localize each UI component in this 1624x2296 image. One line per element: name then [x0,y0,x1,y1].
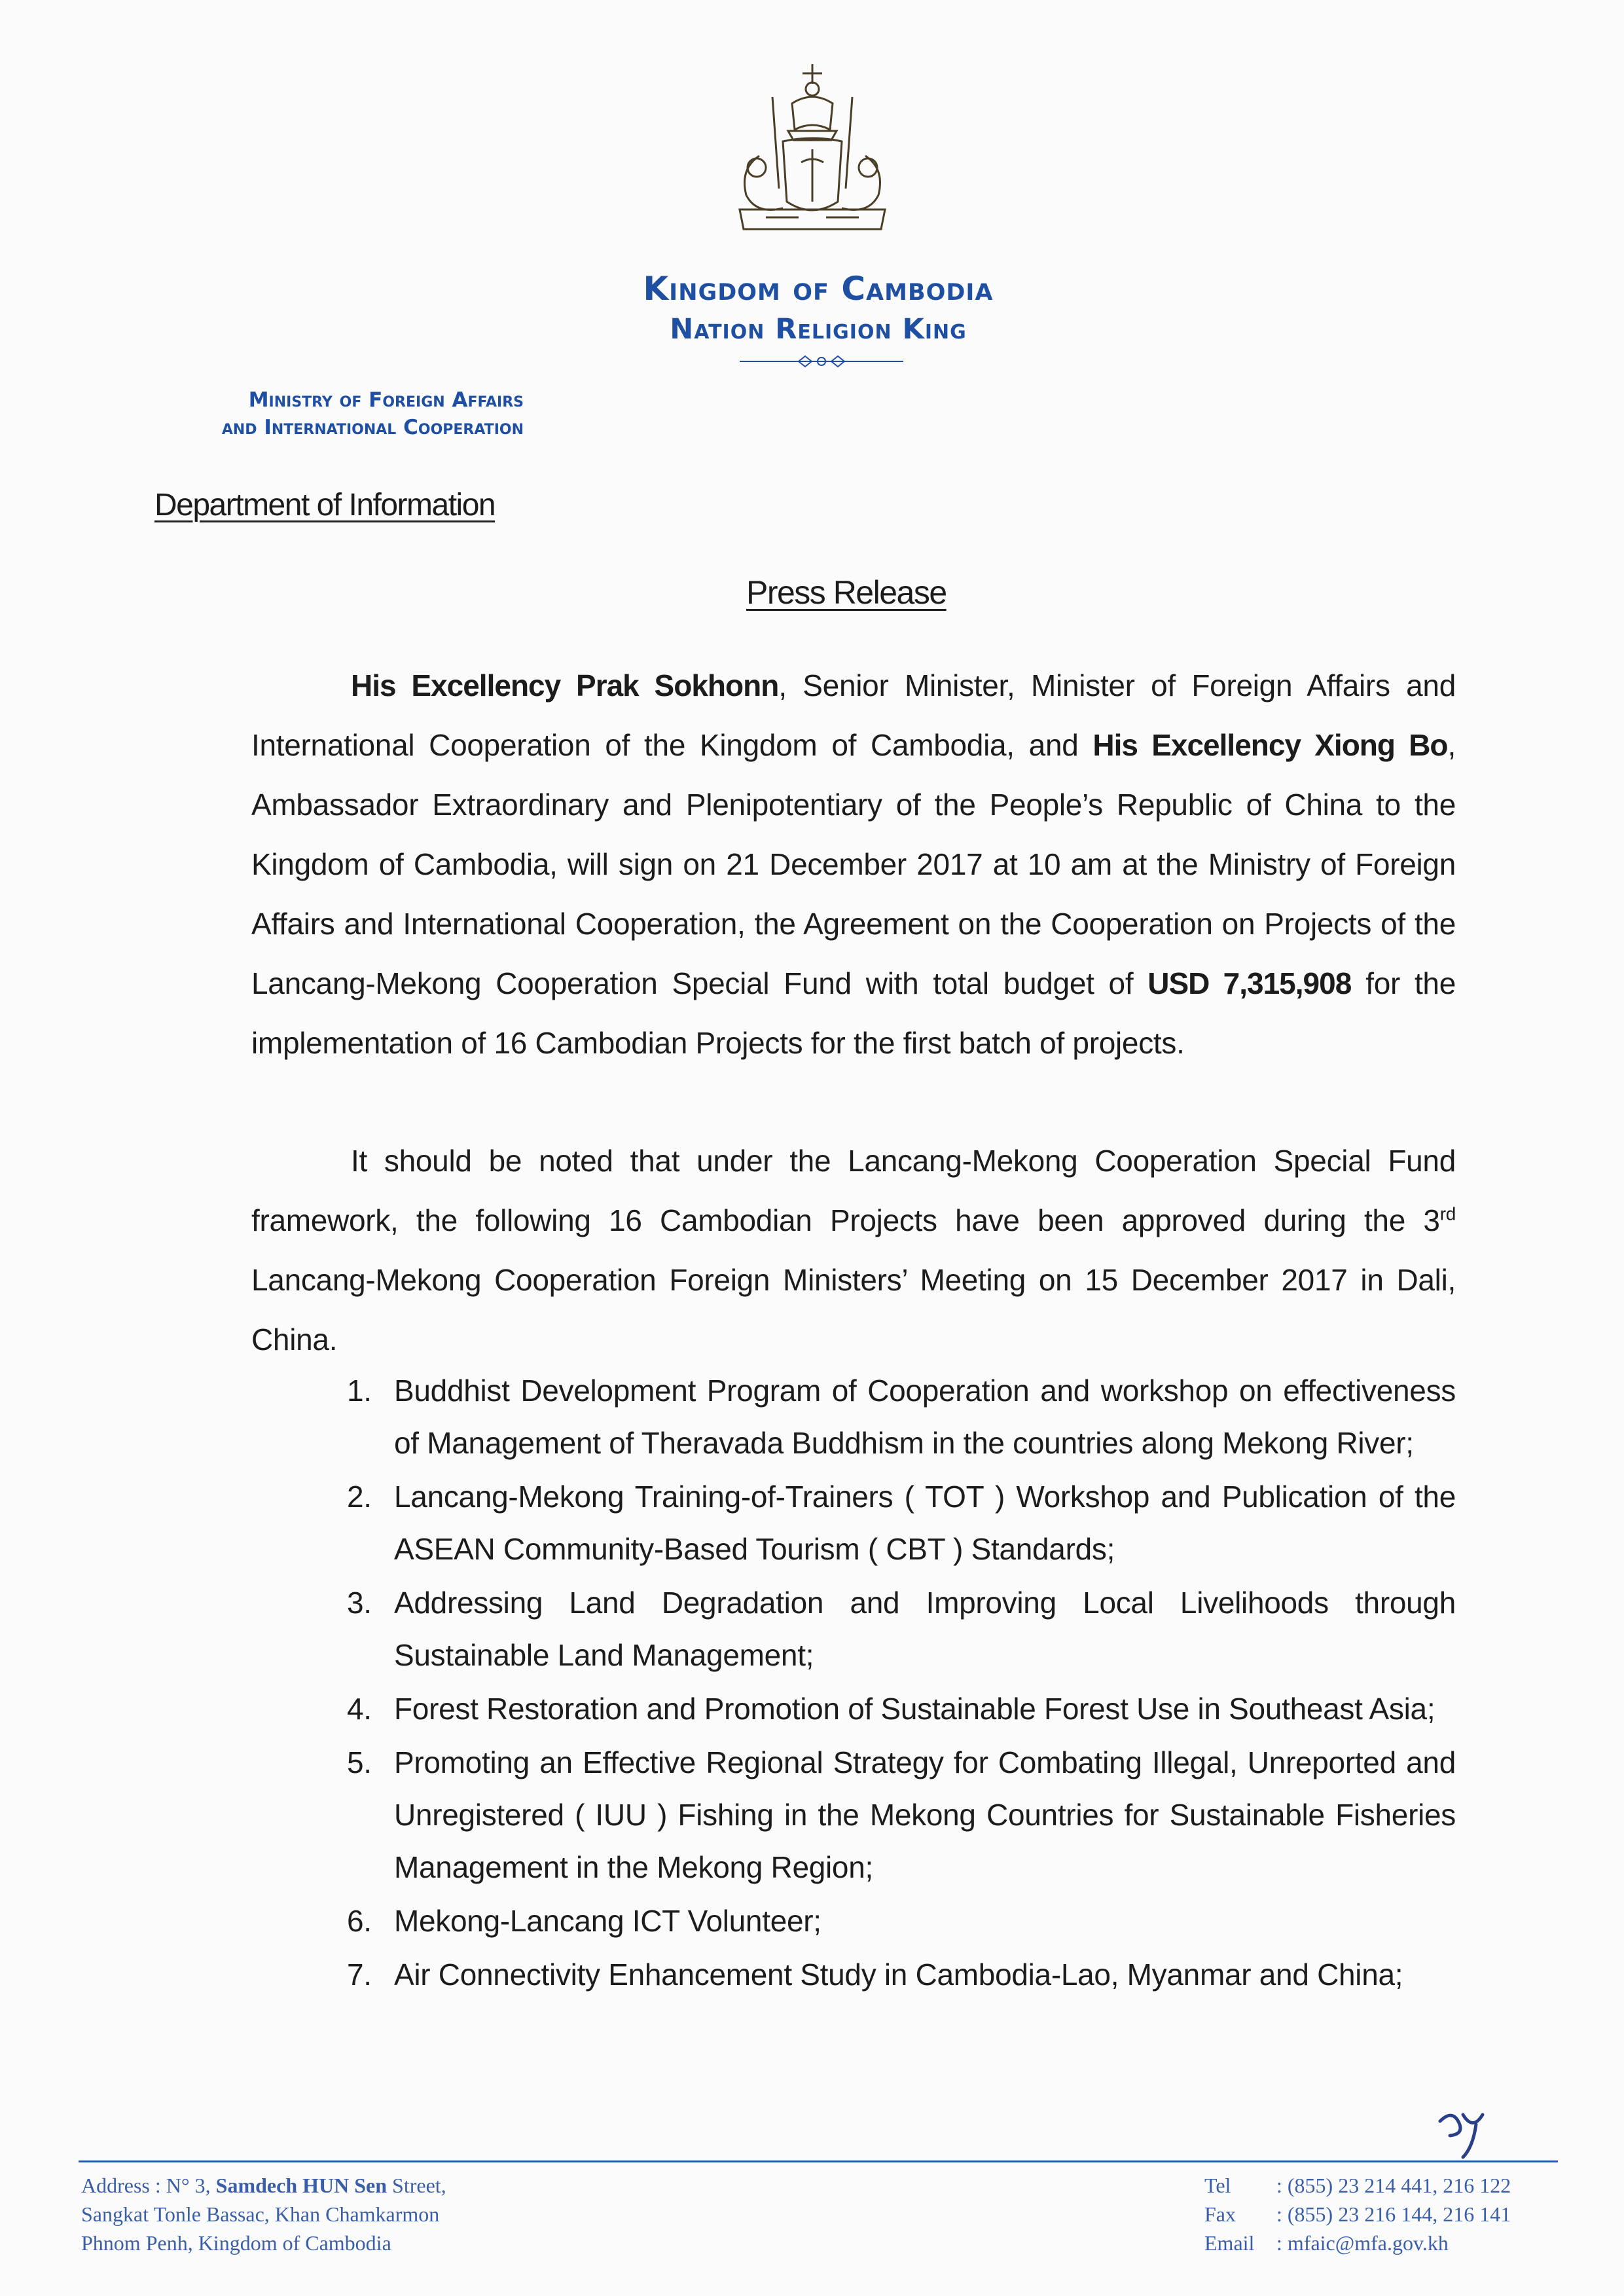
address-line-3: Phnom Penh, Kingdom of Cambodia [81,2231,391,2255]
contact-fax [1204,2200,1511,2229]
list-item [347,1364,1456,1469]
email-value: : mfaic@mfa.gov.kh [1276,2231,1449,2255]
address-line-1 [81,2171,446,2200]
list-item-number: 6. [347,1904,372,1938]
list-item [347,1683,1456,1735]
list-item [347,1948,1456,2001]
document-title: Press Release [746,574,947,611]
list-item [347,1736,1456,1893]
signature-initials-icon [1427,2095,1499,2167]
contact-tel [1204,2171,1511,2200]
list-item-text: Promoting an Effective Regional Strategy for Combating Illegal, Unreported and Unregistered ( IUU ) Fishing in the Mekong Countries for Sustainable Fisheries Management in the Mekong Region; [394,1745,1456,1884]
list-item [347,1895,1456,1947]
paragraph-2-text-1: It should be noted that under the Lancang-Mekong Cooperation Special Fund framework, the following 16 Cambodian Projects have been approved during the 3 [251,1144,1456,1237]
list-item-number: 3. [347,1586,372,1620]
dignitary-name-1: His Excellency Prak Sokhonn [351,668,779,702]
list-item-number: 7. [347,1958,372,1992]
ordinal-suffix: rd [1439,1203,1456,1224]
paragraph-2 [251,1131,1456,1370]
address-street-suffix: Street, [387,2174,446,2197]
footer-address [81,2171,446,2257]
list-item-text: Addressing Land Degradation and Improving Local Livelihoods through Sustainable Land Management; [394,1586,1456,1672]
projects-list [347,1364,1456,2002]
list-item-number: 4. [347,1692,372,1726]
royal-coat-of-arms-emblem [720,58,905,244]
paragraph-2-text-2: Lancang-Mekong Cooperation Foreign Ministers’ Meeting on 15 December 2017 in Dali, China. [251,1263,1456,1357]
list-item-text: Buddhist Development Program of Cooperation and workshop on effectiveness of Management of Theravada Buddhism in the countries along Mekong River; [394,1374,1456,1460]
paragraph-1-text-2: , Ambassador Extraordinary and Plenipotentiary of the People’s Republic of China to the Kingdom of Cambodia, will sign on 21 December 2017 at 10 am at the Ministry of Foreign Affairs and International Cooperation, the Agreement on the Cooperation on Projects of the Lancang-Mekong Cooperation Special Fund with total budget of [251,728,1456,1000]
list-item-number: 1. [347,1374,372,1408]
budget-amount: USD 7,315,908 [1147,966,1352,1000]
fax-label: Fax [1204,2202,1236,2226]
address-prefix: Address : N° 3, [81,2174,216,2197]
fax-value: : (855) 23 216 144, 216 141 [1276,2202,1511,2226]
footer-divider [79,2160,1558,2162]
national-motto: Nation Religion King [670,313,967,346]
list-item [347,1470,1456,1575]
footer-contact [1204,2171,1511,2257]
list-item [347,1576,1456,1681]
list-item-text: Lancang-Mekong Training-of-Trainers ( TOT ) Workshop and Publication of the ASEAN Community-Based Tourism ( CBT ) Standards; [394,1480,1456,1566]
address-street-name: Samdech HUN Sen [215,2174,388,2197]
list-item-number: 5. [347,1745,372,1779]
list-item-number: 2. [347,1480,372,1514]
ministry-name [79,386,524,441]
ministry-line-2: and International Cooperation [221,416,524,439]
ministry-line-1: Ministry of Foreign Affairs [248,388,524,412]
contact-email [1204,2229,1511,2257]
email-label: Email [1204,2231,1255,2255]
paragraph-1 [251,656,1456,1073]
address-line-2: Sangkat Tonle Bassac, Khan Chamkarmon [81,2202,440,2226]
list-item-text: Air Connectivity Enhancement Study in Cambodia-Lao, Myanmar and China; [394,1958,1403,1992]
ornament-divider-icon [740,354,903,369]
list-item-text: Forest Restoration and Promotion of Sustainable Forest Use in Southeast Asia; [394,1692,1435,1726]
tel-value: : (855) 23 214 441, 216 122 [1276,2174,1511,2197]
list-item-text: Mekong-Lancang ICT Volunteer; [394,1904,821,1938]
paragraph-1-text-3: for the implementation of 16 Cambodian Projects for the first batch of projects. [251,966,1456,1060]
tel-label: Tel [1204,2174,1231,2197]
department-heading: Department of Information [154,488,496,522]
paragraph-1-text-1: , Senior Minister, Minister of Foreign Affairs and International Cooperation of the Kingdom of Cambodia, and [251,668,1456,762]
kingdom-title: Kingdom of Cambodia [643,270,994,308]
dignitary-name-2: His Excellency Xiong Bo [1092,728,1448,762]
